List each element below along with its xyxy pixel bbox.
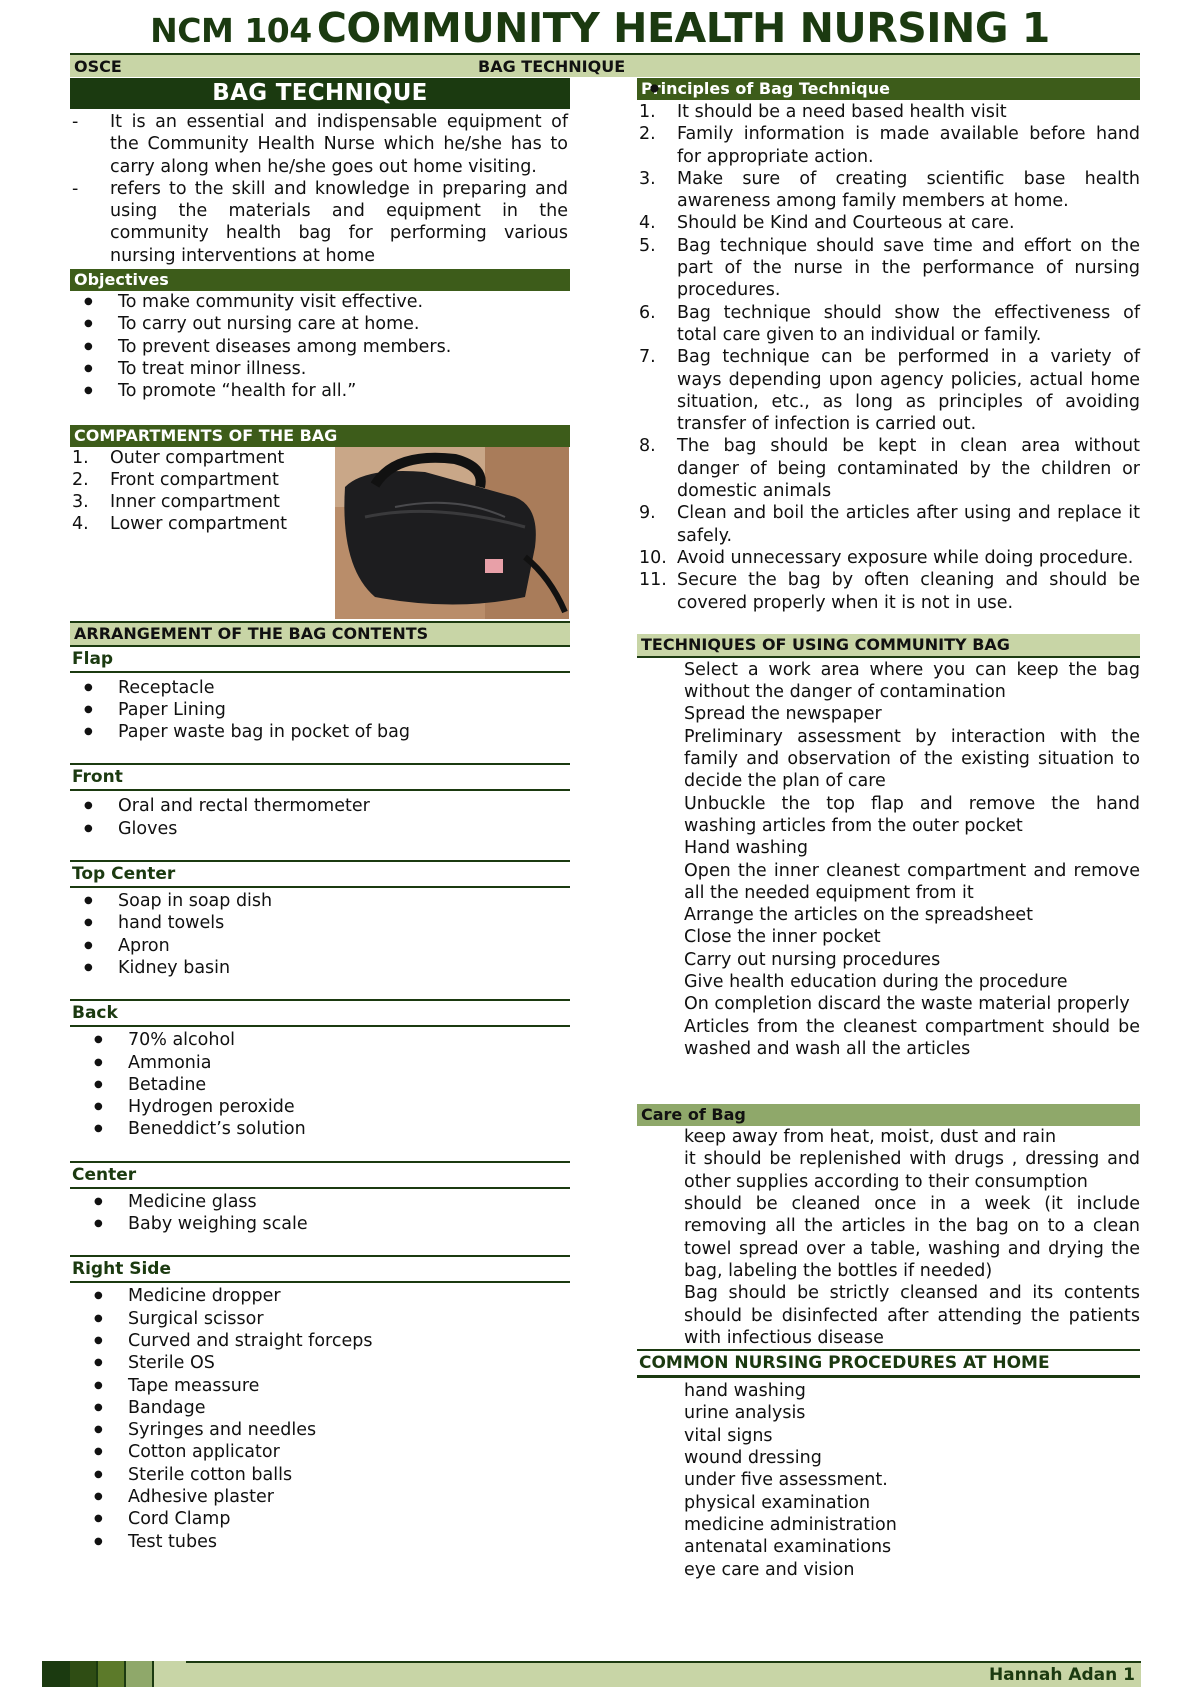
list-item: ● Cord Clamp [70, 1508, 570, 1530]
header-bar [70, 53, 1140, 77]
list-item: ● wound dressing [637, 1447, 1140, 1469]
front-list [70, 795, 570, 840]
list-item: ● it should be replenished with drugs , dressing and other supplies according to their consumption [637, 1148, 1140, 1193]
page-title [0, 4, 1200, 52]
list-item: ● Medicine glass [70, 1191, 570, 1213]
list-item: ● hand towels [70, 912, 570, 934]
list-item: ● To treat minor illness. [70, 358, 570, 380]
list-item: ● Test tubes [70, 1531, 570, 1553]
list-item: ● Receptacle [70, 677, 570, 699]
list-item: 2. Family information is made available before hand for appropriate action. [639, 124, 1140, 167]
left-column [70, 78, 570, 1553]
top-center-list [70, 890, 570, 979]
list-item: 6. Bag technique should show the effectiveness of total care given to an individual or family. [639, 302, 1140, 345]
objectives-list [70, 291, 570, 402]
header-bar-left: OSCE [74, 57, 122, 76]
list-item: ● Betadine [70, 1074, 570, 1096]
list-item: 1. Outer compartment [72, 447, 285, 468]
list-item: 4. Lower compartment [72, 514, 288, 535]
list-item: ● Soap in soap dish [70, 890, 570, 912]
list-item: ● Gloves [70, 818, 570, 840]
list-item: ● Apron [70, 935, 570, 957]
list-item: ● Hydrogen peroxide [70, 1096, 570, 1118]
list-item: ● Bandage [70, 1397, 570, 1419]
list-item: ● To carry out nursing care at home. [70, 313, 570, 335]
top-center-heading: Top Center [70, 860, 570, 888]
list-item: 1. It should be a need based health visit [639, 102, 1007, 122]
section-banner: BAG TECHNIQUE [70, 78, 570, 109]
list-item: ● antenatal examinations [637, 1536, 1140, 1558]
list-item: ● Ammonia [70, 1052, 570, 1074]
header-bar-center: BAG TECHNIQUE [478, 57, 626, 76]
list-item: 8. The bag should be kept in clean area without danger of being contaminated by the children or domestic animals [639, 436, 1140, 502]
list-item: ● should be cleaned once in a week (it include removing all the articles in the bag on to a clean towel spread over a table, washing and drying the bag, labeling the bottles if needed) [637, 1193, 1140, 1282]
list-item: - refers to the skill and knowledge in preparing and using the materials and equipment in the community health bag for performing various nursing interventions at home [70, 178, 570, 267]
list-item: ● To make community visit effective. [70, 291, 570, 313]
list-item: ● physical examination [637, 1492, 1140, 1514]
list-item: ● keep away from heat, moist, dust and rain [637, 1126, 1140, 1148]
list-item: ● Curved and straight forceps [70, 1330, 570, 1352]
list-item: ● eye care and vision [637, 1559, 1140, 1581]
list-item: 4. Should be Kind and Courteous at care. [639, 213, 1015, 234]
flap-heading: Flap [70, 647, 570, 673]
compartments-heading: COMPARTMENTS OF THE BAG [70, 425, 570, 447]
right-column [637, 78, 1140, 1581]
right-side-list [70, 1285, 570, 1553]
list-item: ● Close the inner pocket [637, 926, 1140, 948]
list-item: 2. Front compartment [72, 469, 279, 490]
right-side-heading: Right Side [70, 1255, 570, 1283]
intro-list [70, 111, 570, 267]
list-item: ● hand washing [637, 1380, 1140, 1402]
list-item: ● Surgical scissor [70, 1308, 570, 1330]
list-item: ● Hand washing [637, 837, 1140, 859]
list-item: ● Paper Lining [70, 699, 570, 721]
list-item: ● medicine administration [637, 1514, 1140, 1536]
techniques-list [637, 659, 1140, 1060]
list-item: ● Cotton applicator [70, 1441, 570, 1463]
list-item: ● Sterile cotton balls [70, 1464, 570, 1486]
course-code: NCM 104 [150, 11, 312, 50]
list-item: ● vital signs [637, 1425, 1140, 1447]
list-item: ● Beneddict’s solution [70, 1118, 570, 1140]
list-item: ● Articles from the cleanest compartment should be washed and wash all the articles [637, 1016, 1140, 1061]
principles-heading: Principles of Bag Technique [637, 78, 1140, 100]
flap-list [70, 677, 570, 744]
center-heading: Center [70, 1161, 570, 1189]
principles-list [637, 101, 1140, 614]
list-item: - It is an essential and indispensable equipment of the Community Health Nurse which he/she has to carry along when he/she goes out home visiting. [70, 111, 570, 178]
list-item: ● Kidney basin [70, 957, 570, 979]
list-item: ● Syringes and needles [70, 1419, 570, 1441]
list-item: ● To prevent diseases among members. [70, 336, 570, 358]
back-list [70, 1029, 570, 1140]
list-item: 5. Bag technique should save time and effort on the part of the nurse in the performance of nursing procedures. [639, 235, 1140, 301]
list-item: ● Carry out nursing procedures [637, 949, 1140, 971]
center-list [70, 1191, 570, 1236]
compartments-block [70, 447, 570, 619]
list-item: ● To promote “health for all.” [70, 380, 570, 402]
back-heading: Back [70, 999, 570, 1027]
care-heading: Care of Bag [637, 1104, 1140, 1126]
list-item: ● Sterile OS [70, 1352, 570, 1374]
list-item: ● Spread the newspaper [637, 703, 1140, 725]
list-item: ● Give health education during the procedure [637, 971, 1140, 993]
care-list [637, 1126, 1140, 1349]
list-item: ● Baby weighing scale [70, 1213, 570, 1235]
list-item: ● Medicine dropper [70, 1285, 570, 1307]
list-item: ● Unbuckle the top flap and remove the hand washing articles from the outer pocket [637, 793, 1140, 838]
front-heading: Front [70, 763, 570, 791]
course-title: COMMUNITY HEALTH NURSING 1 [316, 4, 1050, 52]
list-item: ● urine analysis [637, 1402, 1140, 1424]
bag-photo [335, 447, 569, 619]
list-item: 3. Inner compartment [72, 492, 280, 513]
list-item: ● Oral and rectal thermometer [70, 795, 570, 817]
list-item: ● Arrange the articles on the spreadsheet [637, 904, 1140, 926]
list-item: ● Select a work area where you can keep the bag without the danger of contamination [637, 659, 1140, 704]
list-item: 10. Avoid unnecessary exposure while doing procedure. [639, 547, 1134, 568]
list-item: ● Bag should be strictly cleansed and its contents should be disinfected after attending the patients with infectious disease [637, 1282, 1140, 1349]
objectives-heading: Objectives [70, 269, 570, 291]
list-item: ● 70% alcohol [70, 1029, 570, 1051]
procedures-heading: COMMON NURSING PROCEDURES AT HOME [637, 1349, 1140, 1378]
procedures-list [637, 1380, 1140, 1581]
list-item: ● On completion discard the waste material properly [637, 993, 1140, 1015]
list-item: ● Tape meassure [70, 1375, 570, 1397]
list-item: ● Preliminary assessment by interaction with the family and observation of the existing situation to decide the plan of care [637, 726, 1140, 793]
list-item: ● Paper waste bag in pocket of bag [70, 721, 570, 743]
list-item: 3. Make sure of creating scientific base health awareness among family members at home. [639, 168, 1140, 212]
list-item: 9. Clean and boil the articles after using and replace it safely. [639, 503, 1140, 546]
list-item: ● Open the inner cleanest compartment and remove all the needed equipment from it [637, 860, 1140, 905]
list-item: 11. Secure the bag by often cleaning and should be covered properly when it is not in use. [639, 570, 1140, 613]
list-item: ● under five assessment. [637, 1469, 1140, 1491]
footer-author: Hannah Adan 1 [186, 1663, 1141, 1687]
list-item: ● Adhesive plaster [70, 1486, 570, 1508]
list-item: 7. Bag technique can be performed in a variety of ways depending upon agency policies, actual home situation, etc., as long as principles of avoiding transfer of infection is carried out. [639, 347, 1140, 435]
arrangement-heading: ARRANGEMENT OF THE BAG CONTENTS [70, 621, 570, 647]
techniques-heading: TECHNIQUES OF USING COMMUNITY BAG [637, 634, 1140, 658]
